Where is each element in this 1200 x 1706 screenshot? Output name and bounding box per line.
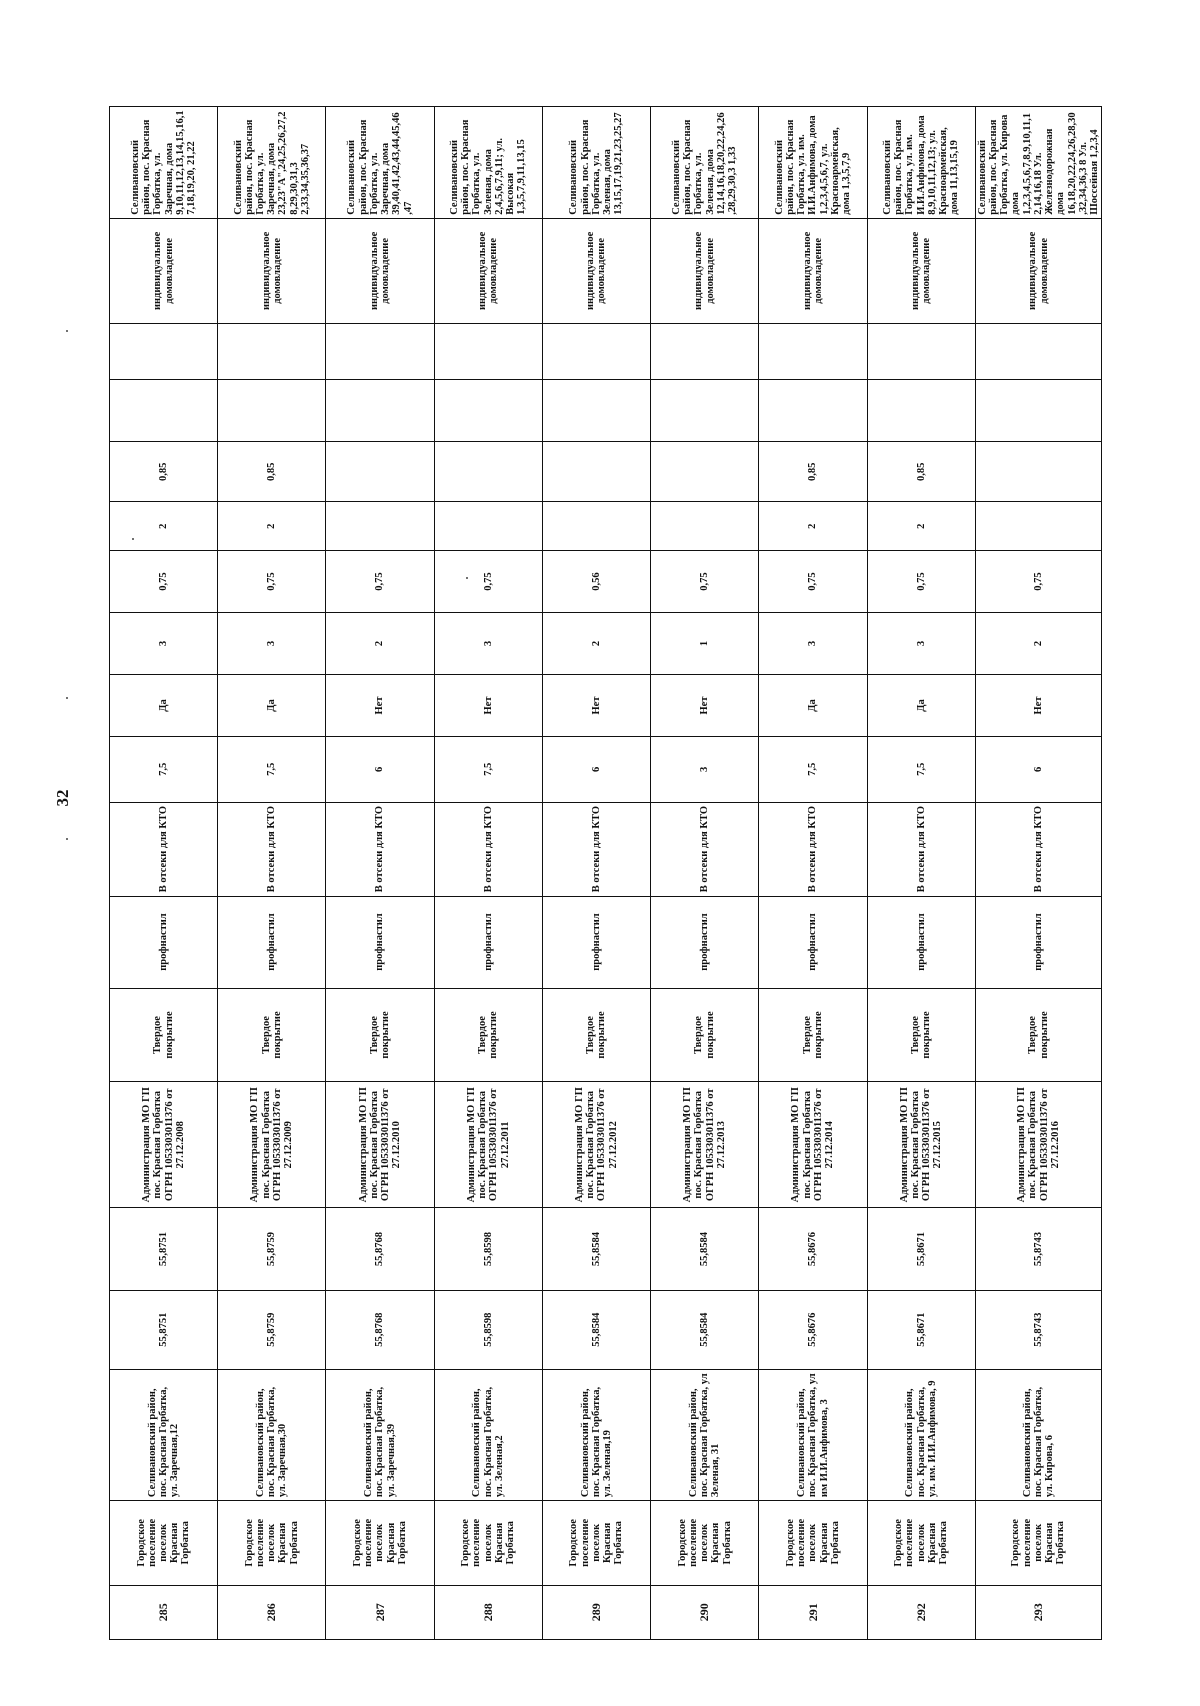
cell-latitude: 55,8584 bbox=[542, 1290, 650, 1369]
cell-number: 293 bbox=[975, 1585, 1102, 1639]
cell-longitude: 55,8751 bbox=[110, 1208, 218, 1291]
cell-settlement: Городское поселение поселок Красная Горбатка bbox=[975, 1501, 1102, 1585]
cell-surface: Твердое покрытие bbox=[326, 988, 434, 1082]
cell-container-volume: 0,75 bbox=[434, 551, 542, 613]
cell-source-addresses: Селивановский район, пос. Красная Горбатка, ул. Кирова дома 1,2,3,4,5,6,7,8,9,10,11,12,14,16,18 Ул. Железнодорожная дома 16,18,20,22,24,26,28,30,32,34,36,3 8 Ул. Шоссейная 1,2,3,4 bbox=[975, 107, 1102, 219]
table-row bbox=[434, 107, 542, 1640]
cell-extra-2 bbox=[759, 323, 867, 379]
cell-fence: профнастил bbox=[326, 896, 434, 988]
cell-owner: Администрация МО ГП пос. Красная Горбатка ОГРН 1053303011376 от 27.12.2015 bbox=[867, 1082, 975, 1208]
cell-settlement: Городское поселение поселок Красная Горбатка bbox=[218, 1501, 326, 1585]
cell-number: 292 bbox=[867, 1585, 975, 1639]
cell-bunker-volume bbox=[975, 442, 1102, 502]
cell-site-address: Селивановский район, пос. Красная Горбатка, ул. Заречная,12 bbox=[110, 1369, 218, 1500]
cell-extra-2 bbox=[542, 323, 650, 379]
cell-source-type: индивидуальное домовладение bbox=[110, 218, 218, 323]
cell-source-addresses: Селивановский район, пос. Красная Горбатка, ул. Зеленая, дома 2,4,5,6,7,9,11; ул. Высокая 1,3,5,7,9,11,13,15 bbox=[434, 107, 542, 219]
table-row bbox=[759, 107, 867, 1640]
cell-container-type: В отсеки для КТО bbox=[759, 802, 867, 896]
cell-latitude: 55,8768 bbox=[326, 1290, 434, 1369]
cell-settlement: Городское поселение поселок Красная Горбатка bbox=[110, 1501, 218, 1585]
cell-source-addresses: Селивановский район, пос. Красная Горбатка, ул. Зеленая, дома 13,15,17,19,21,23,25,27 bbox=[542, 107, 650, 219]
cell-canopy: Нет bbox=[434, 675, 542, 737]
cell-area: 7,5 bbox=[434, 736, 542, 802]
cell-canopy: Нет bbox=[542, 675, 650, 737]
cell-bunker-count: 2 bbox=[867, 502, 975, 551]
cell-number: 288 bbox=[434, 1585, 542, 1639]
cell-surface: Твердое покрытие bbox=[651, 988, 759, 1082]
cell-extra-1 bbox=[218, 380, 326, 442]
cell-extra-2 bbox=[867, 323, 975, 379]
cell-container-volume: 0,75 bbox=[975, 551, 1102, 613]
cell-area: 6 bbox=[326, 736, 434, 802]
cell-latitude: 55,8598 bbox=[434, 1290, 542, 1369]
cell-surface: Твердое покрытие bbox=[867, 988, 975, 1082]
cell-fence: профнастил bbox=[218, 896, 326, 988]
cell-extra-2 bbox=[651, 323, 759, 379]
cell-extra-1 bbox=[434, 380, 542, 442]
cell-site-address: Селивановский район, пос. Красная Горбатка, ул. Кирова, 6 bbox=[975, 1369, 1102, 1500]
cell-fence: профнастил bbox=[975, 896, 1102, 988]
cell-source-addresses: Селивановский район, пос. Красная Горбатка, ул. им. И.И.Анфимова, дома 8,9,10,11,12,13; ул. Красноармейская, дома 11,13,15,19 bbox=[867, 107, 975, 219]
cell-bunker-count bbox=[542, 502, 650, 551]
cell-source-type: индивидуальное домовладение bbox=[542, 218, 650, 323]
cell-fence: профнастил bbox=[867, 896, 975, 988]
cell-container-type: В отсеки для КТО bbox=[434, 802, 542, 896]
cell-extra-2 bbox=[218, 323, 326, 379]
cell-source-type: индивидуальное домовладение bbox=[867, 218, 975, 323]
cell-extra-2 bbox=[110, 323, 218, 379]
cell-extra-1 bbox=[759, 380, 867, 442]
cell-area: 7,5 bbox=[218, 736, 326, 802]
cell-fence: профнастил bbox=[759, 896, 867, 988]
cell-extra-1 bbox=[651, 380, 759, 442]
cell-bunker-volume bbox=[542, 442, 650, 502]
cell-bunker-count: 2 bbox=[218, 502, 326, 551]
cell-area: 6 bbox=[542, 736, 650, 802]
cell-source-addresses: Селивановский район, пос. Красная Горбатка, ул. Заречная, дома 39,40,41,42,43,44,45,46,47 bbox=[326, 107, 434, 219]
cell-bunker-count bbox=[434, 502, 542, 551]
cell-owner: Администрация МО ГП пос. Красная Горбатка ОГРН 1053303011376 от 27.12.2013 bbox=[651, 1082, 759, 1208]
cell-source-addresses: Селивановский район, пос. Красная Горбатка, ул. Заречная, дома 23,23"А",24,25,26,27,28,29,30,31,3 2,33,34,35,36,37 bbox=[218, 107, 326, 219]
cell-owner: Администрация МО ГП пос. Красная Горбатка ОГРН 1053303011376 от 27.12.2009 bbox=[218, 1082, 326, 1208]
cell-bunker-count bbox=[326, 502, 434, 551]
scan-speck bbox=[66, 838, 68, 840]
cell-surface: Твердое покрытие bbox=[759, 988, 867, 1082]
cell-canopy: Нет bbox=[651, 675, 759, 737]
cell-container-count: 3 bbox=[867, 613, 975, 675]
cell-owner: Администрация МО ГП пос. Красная Горбатка ОГРН 1053303011376 от 27.12.2011 bbox=[434, 1082, 542, 1208]
table-row bbox=[326, 107, 434, 1640]
cell-canopy: Да bbox=[867, 675, 975, 737]
cell-extra-2 bbox=[326, 323, 434, 379]
cell-area: 6 bbox=[975, 736, 1102, 802]
cell-bunker-volume bbox=[326, 442, 434, 502]
cell-number: 287 bbox=[326, 1585, 434, 1639]
cell-surface: Твердое покрытие bbox=[110, 988, 218, 1082]
cell-source-type: индивидуальное домовладение bbox=[651, 218, 759, 323]
cell-extra-2 bbox=[975, 323, 1102, 379]
cell-container-type: В отсеки для КТО bbox=[542, 802, 650, 896]
cell-latitude: 55,8743 bbox=[975, 1290, 1102, 1369]
cell-bunker-count: 2 bbox=[110, 502, 218, 551]
cell-container-volume: 0,75 bbox=[326, 551, 434, 613]
table-row bbox=[542, 107, 650, 1640]
cell-site-address: Селивановский район, пос. Красная Горбатка, ул Зеленая, 31 bbox=[651, 1369, 759, 1500]
cell-latitude: 55,8751 bbox=[110, 1290, 218, 1369]
cell-latitude: 55,8676 bbox=[759, 1290, 867, 1369]
cell-surface: Твердое покрытие bbox=[434, 988, 542, 1082]
table-row bbox=[218, 107, 326, 1640]
cell-source-addresses: Селивановский район, пос. Красная Горбатка, ул. Зеленая, дома 12,14,16,18,20,22,24,26,28,29,30,3 1,33 bbox=[651, 107, 759, 219]
cell-fence: профнастил bbox=[651, 896, 759, 988]
cell-longitude: 55,8584 bbox=[651, 1208, 759, 1291]
cell-owner: Администрация МО ГП пос. Красная Горбатка ОГРН 1053303011376 от 27.12.2008 bbox=[110, 1082, 218, 1208]
page-number: 32 bbox=[53, 789, 72, 807]
cell-longitude: 55,8598 bbox=[434, 1208, 542, 1291]
cell-area: 3 bbox=[651, 736, 759, 802]
cell-bunker-count bbox=[975, 502, 1102, 551]
cell-surface: Твердое покрытие bbox=[975, 988, 1102, 1082]
cell-site-address: Селивановский район, пос. Красная Горбатка, ул. Зеленая,2 bbox=[434, 1369, 542, 1500]
cell-surface: Твердое покрытие bbox=[218, 988, 326, 1082]
cell-container-count: 3 bbox=[218, 613, 326, 675]
cell-site-address: Селивановский район, пос. Красная Горбатка, ул. Заречная,39 bbox=[326, 1369, 434, 1500]
cell-number: 290 bbox=[651, 1585, 759, 1639]
cell-source-type: индивидуальное домовладение bbox=[759, 218, 867, 323]
cell-longitude: 55,8768 bbox=[326, 1208, 434, 1291]
cell-bunker-volume: 0,85 bbox=[218, 442, 326, 502]
cell-owner: Администрация МО ГП пос. Красная Горбатка ОГРН 1053303011376 от 27.12.2014 bbox=[759, 1082, 867, 1208]
cell-canopy: Да bbox=[759, 675, 867, 737]
cell-fence: профнастил bbox=[110, 896, 218, 988]
cell-extra-2 bbox=[434, 323, 542, 379]
cell-bunker-volume bbox=[651, 442, 759, 502]
cell-area: 7,5 bbox=[110, 736, 218, 802]
cell-settlement: Городское поселение поселок Красная Горбатка bbox=[326, 1501, 434, 1585]
cell-number: 285 bbox=[110, 1585, 218, 1639]
cell-fence: профнастил bbox=[434, 896, 542, 988]
cell-container-volume: 0,75 bbox=[759, 551, 867, 613]
cell-bunker-volume: 0,85 bbox=[110, 442, 218, 502]
register-table-container bbox=[109, 107, 1101, 1640]
table-row bbox=[975, 107, 1102, 1640]
cell-site-address: Селивановский район, пос. Красная Горбатка, ул им И.И.Анфимова, 3 bbox=[759, 1369, 867, 1500]
cell-surface: Твердое покрытие bbox=[542, 988, 650, 1082]
cell-latitude: 55,8671 bbox=[867, 1290, 975, 1369]
cell-owner: Администрация МО ГП пос. Красная Горбатка ОГРН 1053303011376 от 27.12.2012 bbox=[542, 1082, 650, 1208]
cell-source-type: индивидуальное домовладение bbox=[975, 218, 1102, 323]
cell-latitude: 55,8759 bbox=[218, 1290, 326, 1369]
cell-settlement: Городское поселение поселок Красная Горбатка bbox=[867, 1501, 975, 1585]
cell-bunker-volume: 0,85 bbox=[759, 442, 867, 502]
cell-container-volume: 0,56 bbox=[542, 551, 650, 613]
cell-owner: Администрация МО ГП пос. Красная Горбатка ОГРН 1053303011376 от 27.12.2016 bbox=[975, 1082, 1102, 1208]
cell-container-count: 2 bbox=[975, 613, 1102, 675]
cell-container-volume: 0,75 bbox=[651, 551, 759, 613]
cell-container-volume: 0,75 bbox=[218, 551, 326, 613]
cell-latitude: 55,8584 bbox=[651, 1290, 759, 1369]
cell-container-type: В отсеки для КТО bbox=[867, 802, 975, 896]
table-row bbox=[651, 107, 759, 1640]
scan-speck bbox=[66, 697, 68, 699]
cell-container-type: В отсеки для КТО bbox=[110, 802, 218, 896]
cell-container-count: 1 bbox=[651, 613, 759, 675]
cell-longitude: 55,8676 bbox=[759, 1208, 867, 1291]
cell-container-type: В отсеки для КТО bbox=[218, 802, 326, 896]
table-row bbox=[110, 107, 218, 1640]
cell-source-type: индивидуальное домовладение bbox=[326, 218, 434, 323]
cell-container-type: В отсеки для КТО bbox=[651, 802, 759, 896]
cell-area: 7,5 bbox=[867, 736, 975, 802]
cell-extra-1 bbox=[867, 380, 975, 442]
cell-source-addresses: Селивановский район, пос. Красная Горбатка, ул. им. И.И.Анфимова, дома 1,2,3,4,5,6,7, ул. Красноармейская, дома 1,3,5,7,9 bbox=[759, 107, 867, 219]
cell-container-count: 3 bbox=[434, 613, 542, 675]
cell-bunker-count bbox=[651, 502, 759, 551]
cell-canopy: Да bbox=[110, 675, 218, 737]
cell-bunker-volume bbox=[434, 442, 542, 502]
cell-number: 286 bbox=[218, 1585, 326, 1639]
cell-site-address: Селивановский район, пос. Красная Горбатка, ул. Заречная,30 bbox=[218, 1369, 326, 1500]
cell-longitude: 55,8759 bbox=[218, 1208, 326, 1291]
cell-container-count: 3 bbox=[759, 613, 867, 675]
cell-container-count: 2 bbox=[542, 613, 650, 675]
cell-owner: Администрация МО ГП пос. Красная Горбатка ОГРН 1053303011376 от 27.12.2010 bbox=[326, 1082, 434, 1208]
cell-extra-1 bbox=[326, 380, 434, 442]
cell-container-count: 2 bbox=[326, 613, 434, 675]
cell-area: 7,5 bbox=[759, 736, 867, 802]
cell-longitude: 55,8671 bbox=[867, 1208, 975, 1291]
cell-longitude: 55,8743 bbox=[975, 1208, 1102, 1291]
cell-settlement: Городское поселение поселок Красная Горбатка bbox=[434, 1501, 542, 1585]
table-row bbox=[867, 107, 975, 1640]
cell-source-type: индивидуальное домовладение bbox=[434, 218, 542, 323]
cell-container-type: В отсеки для КТО bbox=[975, 802, 1102, 896]
cell-settlement: Городское поселение поселок Красная Горбатка bbox=[651, 1501, 759, 1585]
cell-source-type: индивидуальное домовладение bbox=[218, 218, 326, 323]
cell-bunker-volume: 0,85 bbox=[867, 442, 975, 502]
cell-fence: профнастил bbox=[542, 896, 650, 988]
cell-site-address: Селивановский район, пос. Красная Горбатка, ул. Зеленая,19 bbox=[542, 1369, 650, 1500]
cell-container-volume: 0,75 bbox=[110, 551, 218, 613]
cell-bunker-count: 2 bbox=[759, 502, 867, 551]
cell-canopy: Нет bbox=[975, 675, 1102, 737]
cell-container-count: 3 bbox=[110, 613, 218, 675]
cell-source-addresses: Селивановский район, пос. Красная Горбатка, ул. Заречная, дома 9,10,11,12,13,14,15,16,17,18,19,20, 21,22 bbox=[110, 107, 218, 219]
cell-canopy: Да bbox=[218, 675, 326, 737]
cell-extra-1 bbox=[975, 380, 1102, 442]
cell-settlement: Городское поселение поселок Красная Горбатка bbox=[542, 1501, 650, 1585]
cell-site-address: Селивановский район, пос. Красная Горбатка, ул. им. И.И.Анфимова, 9 bbox=[867, 1369, 975, 1500]
cell-extra-1 bbox=[542, 380, 650, 442]
cell-number: 291 bbox=[759, 1585, 867, 1639]
cell-canopy: Нет bbox=[326, 675, 434, 737]
cell-extra-1 bbox=[110, 380, 218, 442]
cell-container-type: В отсеки для КТО bbox=[326, 802, 434, 896]
cell-container-volume: 0,75 bbox=[867, 551, 975, 613]
container-sites-register-table bbox=[109, 106, 1102, 1640]
cell-number: 289 bbox=[542, 1585, 650, 1639]
cell-longitude: 55,8584 bbox=[542, 1208, 650, 1291]
cell-settlement: Городское поселение поселок Красная Горбатка bbox=[759, 1501, 867, 1585]
scan-speck bbox=[66, 330, 68, 332]
